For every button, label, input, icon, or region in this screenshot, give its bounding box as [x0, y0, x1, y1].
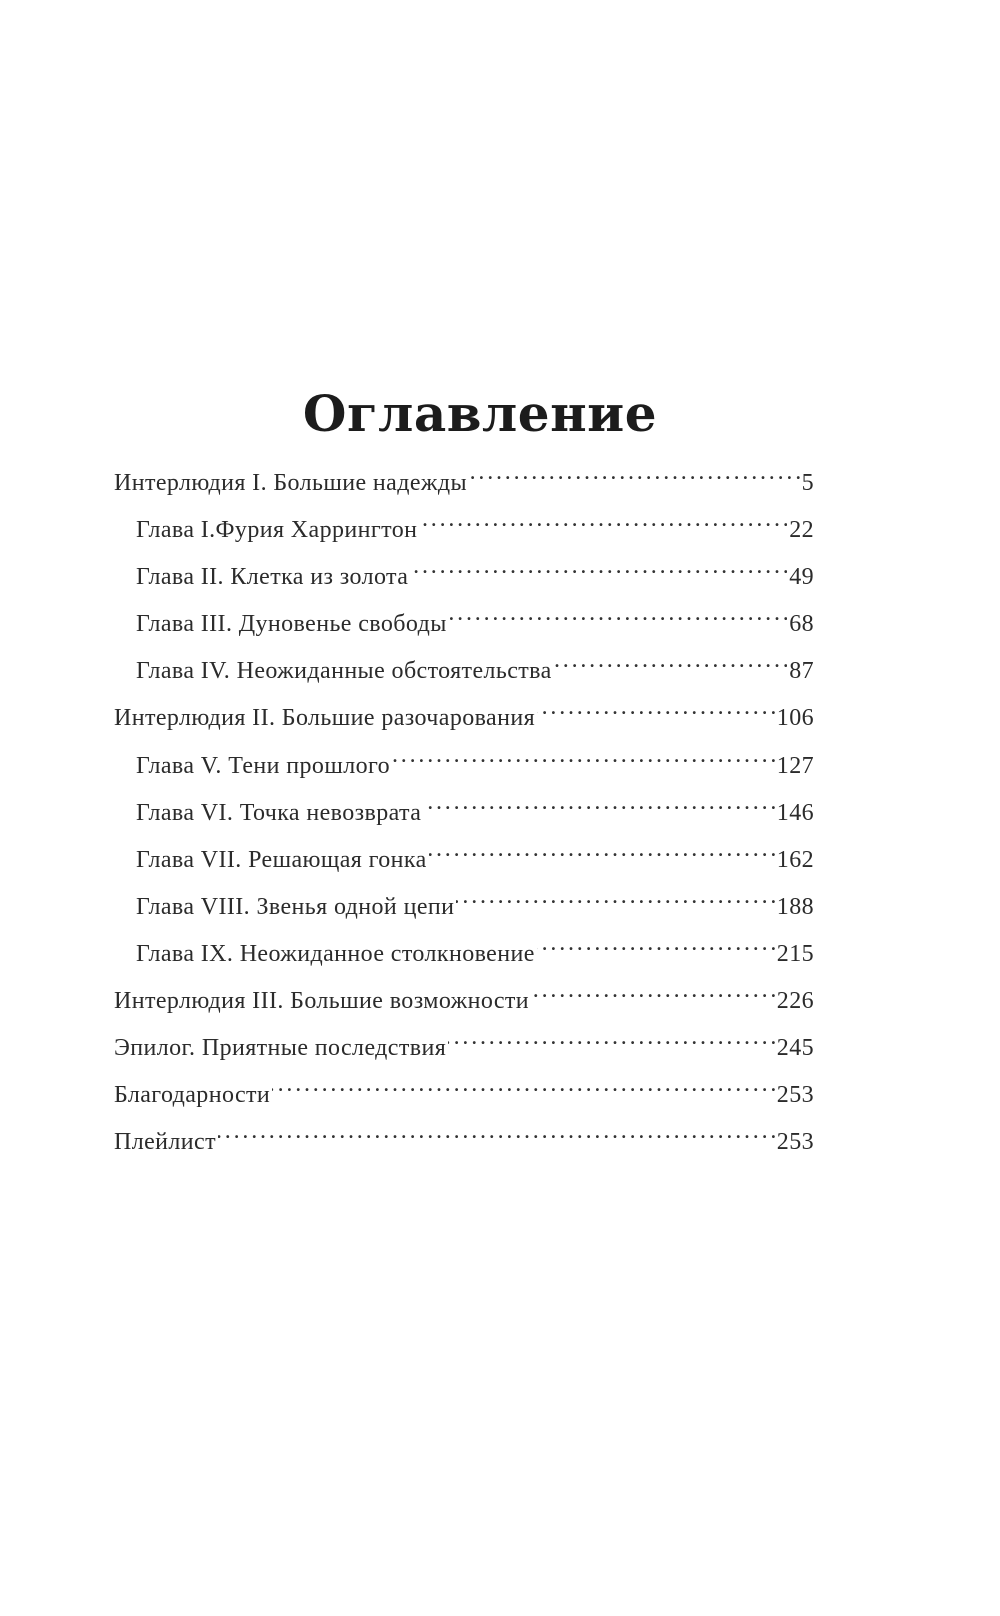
- dot-leader: [449, 607, 787, 631]
- toc-entry-page-number: 22: [789, 517, 814, 544]
- toc-entry-page-number: 127: [776, 752, 814, 779]
- dot-leader: [554, 654, 788, 678]
- toc-entry-page-number: 215: [776, 940, 814, 967]
- toc-entry-chapter-4: [114, 648, 814, 695]
- toc-entry-chapter-9: [114, 931, 814, 978]
- toc-entry-label: Интерлюдия I. Большие надежды: [114, 470, 468, 496]
- toc-entry-epilogue: [114, 1025, 814, 1072]
- dot-leader: [537, 937, 775, 961]
- toc-entry-label: Интерлюдия III. Большие возможности: [114, 988, 530, 1015]
- toc-entry-label: Эпилог. Приятные последствия: [114, 1035, 447, 1062]
- toc-entry-page-number: 5: [801, 470, 814, 496]
- toc-entry-label: Глава V. Тени прошлого: [136, 752, 391, 779]
- toc-entry-page-number: 253: [776, 1129, 814, 1156]
- toc-entry-chapter-6: [114, 790, 814, 837]
- toc-entry-label: Интерлюдия II. Большие разочарования: [114, 705, 536, 732]
- toc-entry-chapter-7: [114, 837, 814, 884]
- toc-entry-label: Глава VIII. Звенья одной цепи: [136, 893, 455, 920]
- toc-entry-page-number: 253: [776, 1082, 814, 1109]
- page-title: Оглавление: [302, 383, 658, 443]
- dot-leader: [531, 984, 775, 1008]
- dot-leader: [392, 749, 775, 773]
- toc-entry-label: Благодарности: [114, 1082, 271, 1109]
- toc-entry-label: Глава IX. Неожиданное столкновение: [136, 940, 535, 967]
- toc-entry-label: Глава III. Дуновенье свободы: [136, 611, 447, 638]
- toc-entry-label: Глава VII. Решающая гонка: [136, 846, 427, 873]
- toc-entry-page-number: 146: [776, 799, 814, 826]
- toc-entry-interlude-1: [114, 460, 814, 507]
- table-of-contents: [114, 460, 814, 1166]
- toc-entry-label: Глава IV. Неожиданные обстоятельства: [136, 658, 552, 685]
- dot-leader: [410, 560, 787, 584]
- toc-entry-label: Глава I.Фурия Харрингтон: [136, 517, 418, 544]
- dot-leader: [272, 1078, 775, 1102]
- toc-entry-page-number: 68: [789, 611, 814, 638]
- toc-entry-acknowledgements: [114, 1072, 814, 1119]
- dot-leader: [456, 890, 774, 914]
- toc-entry-label: Глава VI. Точка невозврата: [136, 799, 422, 826]
- toc-entry-page-number: 162: [776, 846, 814, 873]
- toc-entry-page-number: 49: [789, 564, 814, 591]
- toc-entry-label: Плейлист: [114, 1129, 216, 1156]
- dot-leader: [469, 466, 800, 490]
- dot-leader: [429, 843, 775, 867]
- toc-entry-interlude-3: [114, 978, 814, 1025]
- toc-entry-page-number: 188: [776, 893, 814, 920]
- toc-entry-chapter-5: [114, 743, 814, 790]
- toc-entry-chapter-2: [114, 554, 814, 601]
- toc-entry-chapter-1: [114, 507, 814, 554]
- toc-entry-playlist: [114, 1119, 814, 1166]
- dot-leader: [448, 1031, 775, 1055]
- toc-entry-page-number: 226: [776, 988, 814, 1015]
- toc-entry-chapter-8: [114, 884, 814, 931]
- toc-entry-interlude-2: [114, 695, 814, 742]
- toc-entry-label: Глава II. Клетка из золота: [136, 564, 409, 591]
- dot-leader: [537, 701, 775, 725]
- toc-entry-chapter-3: [114, 601, 814, 648]
- toc-entry-page-number: 106: [776, 705, 814, 732]
- toc-entry-page-number: 87: [789, 658, 814, 685]
- toc-entry-page-number: 245: [776, 1035, 814, 1062]
- dot-leader: [218, 1125, 775, 1149]
- dot-leader: [419, 513, 787, 537]
- dot-leader: [423, 796, 775, 820]
